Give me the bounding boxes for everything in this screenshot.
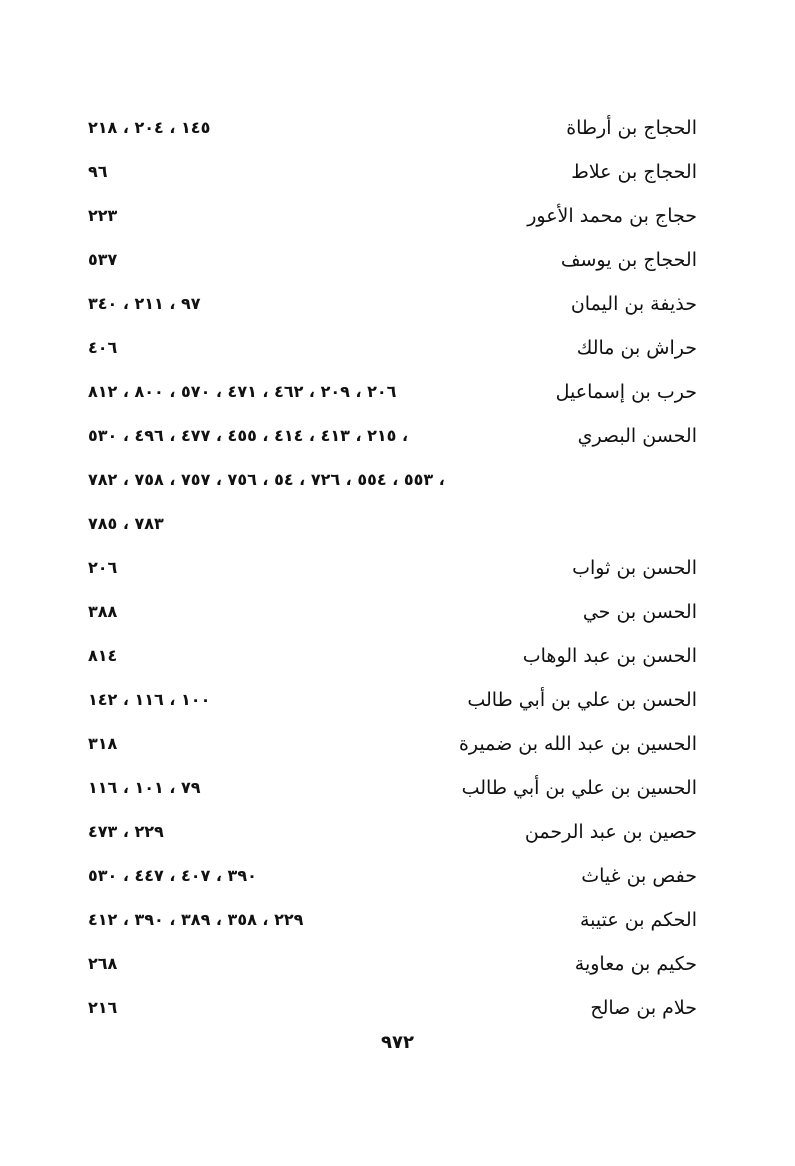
index-entry [0, 328, 795, 368]
index-entry-continuation [0, 460, 795, 500]
entry-name: حراش بن مالك [576, 337, 697, 359]
entry-name: حفص بن غياث [581, 865, 697, 887]
index-entry [0, 768, 795, 808]
index-entry [0, 636, 795, 676]
index-entry [0, 548, 795, 588]
entry-name: الحجاج بن أرطاة [566, 117, 697, 139]
entry-pages: ٣١٨ [88, 734, 118, 753]
index-entry [0, 724, 795, 764]
index-entry [0, 416, 795, 456]
entry-pages: ٣٩٠ ، ٤٠٧ ، ٤٤٧ ، ٥٣٠ [88, 866, 257, 885]
entry-pages: ٤٠٦ [88, 338, 118, 357]
index-entry [0, 812, 795, 852]
index-entry [0, 108, 795, 148]
index-entry [0, 284, 795, 324]
entry-pages: ٢٠٦ [88, 558, 118, 577]
entry-pages: ٢٢٣ [88, 206, 118, 225]
entry-pages: ٢٢٩ ، ٤٧٣ [88, 822, 164, 841]
entry-name: الحسن البصري [577, 425, 697, 447]
entry-pages: ٩٧ ، ٢١١ ، ٣٤٠ [88, 294, 201, 313]
entry-pages: ٢١٥ ، ٤١٣ ، ٤١٤ ، ٤٥٥ ، ٤٧٧ ، ٤٩٦ ، ٥٣٠ ، [88, 426, 409, 445]
entry-name: الحسين بن عبد الله بن ضميرة [458, 733, 697, 755]
entry-pages: ٢٠٦ ، ٢٠٩ ، ٤٦٢ ، ٤٧١ ، ٥٧٠ ، ٨٠٠ ، ٨١٢ [88, 382, 397, 401]
entry-pages: ٥٥٣ ، ٥٥٤ ، ٧٢٦ ، ٥٤ ، ٧٥٦ ، ٧٥٧ ، ٧٥٨ ، ٧٨٢ ، [88, 470, 445, 489]
entry-name: الحسين بن علي بن أبي طالب [461, 777, 697, 799]
index-entry-continuation [0, 504, 795, 544]
entry-name: حكيم بن معاوية [574, 953, 697, 975]
entry-pages: ٥٣٧ [88, 250, 118, 269]
entry-pages: ٧٨٣ ، ٧٨٥ [88, 514, 164, 533]
entry-pages: ٢٦٨ [88, 954, 118, 973]
index-entry [0, 680, 795, 720]
entry-name: الحكم بن عتيبة [579, 909, 697, 931]
entry-name: حلام بن صالح [590, 997, 697, 1019]
entry-name: الحجاج بن علاط [571, 161, 697, 183]
entry-name: حذيفة بن اليمان [570, 293, 697, 315]
index-entry [0, 944, 795, 984]
index-entry [0, 900, 795, 940]
index-entry [0, 196, 795, 236]
index-entry [0, 592, 795, 632]
index-entry [0, 152, 795, 192]
entry-name: حجاج بن محمد الأعور [527, 205, 697, 227]
entry-pages: ٢١٦ [88, 998, 118, 1017]
entry-pages: ٢٢٩ ، ٣٥٨ ، ٣٨٩ ، ٣٩٠ ، ٤١٢ [88, 910, 304, 929]
entry-name: الحجاج بن يوسف [560, 249, 697, 271]
index-entry [0, 988, 795, 1028]
entry-pages: ٧٩ ، ١٠١ ، ١١٦ [88, 778, 201, 797]
entry-name: حرب بن إسماعيل [555, 381, 697, 403]
entry-pages: ١٤٥ ، ٢٠٤ ، ٢١٨ [88, 118, 211, 137]
index-entry [0, 240, 795, 280]
entry-pages: ٣٨٨ [88, 602, 118, 621]
index-entry [0, 856, 795, 896]
entry-name: الحسن بن ثواب [572, 557, 697, 579]
entry-pages: ١٠٠ ، ١١٦ ، ١٤٢ [88, 690, 211, 709]
entry-pages: ٨١٤ [88, 646, 118, 665]
page-number: ٩٧٢ [381, 1032, 414, 1053]
entry-name: الحسن بن علي بن أبي طالب [467, 689, 697, 711]
entry-name: الحسن بن عبد الوهاب [522, 645, 697, 667]
entry-name: الحسن بن حي [582, 601, 697, 623]
entry-name: حصين بن عبد الرحمن [524, 821, 697, 843]
index-entry [0, 372, 795, 412]
entry-pages: ٩٦ [88, 162, 108, 181]
